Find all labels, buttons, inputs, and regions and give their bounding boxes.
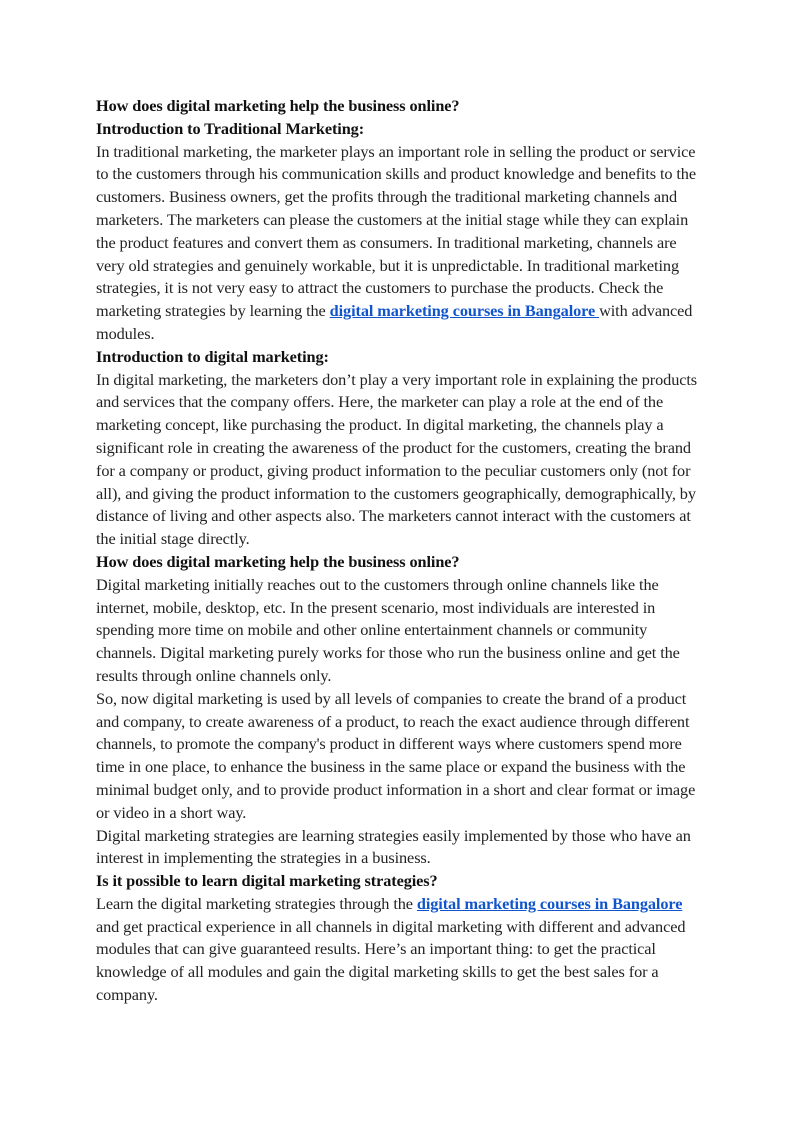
paragraph-text-tail: with advanced modules. [96, 301, 693, 343]
paragraph-text-tail: and get practical experience in all channels in digital marketing with different and advanced modules that can give guaranteed results. Here’s an important thing: to get the practical knowledge of all modules and gain the digital marketing skills to get the best sales for a company. [96, 916, 686, 1005]
paragraph-traditional-marketing [96, 141, 702, 346]
heading-intro-traditional-marketing: Introduction to Traditional Marketing: [96, 118, 365, 138]
paragraph-online-channels: Digital marketing initially reaches out to the customers through online channels like the internet, mobile, desktop, etc. In the present scenario, most individuals are interested in spending more time on mobile and other online entertainment channels or community channels. Digital marketing purely works for those who run the business online and get the results through online channels only. [96, 574, 680, 685]
paragraph-learn-strategies [96, 893, 702, 1007]
document-page [96, 95, 702, 1007]
digital-marketing-courses-link-2[interactable]: digital marketing courses in Bangalore [416, 893, 683, 913]
heading-possible-to-learn: Is it possible to learn digital marketing strategies? [96, 871, 438, 891]
paragraph-text: In traditional marketing, the marketer plays an important role in selling the product or service to the customers through his communication skills and product knowledge and benefits to the customers. Business owners, get the profits through the traditional marketing channels and marketers. The marketers can please the customers at the initial stage while they can explain the product features and convert them as consumers. In traditional marketing, channels are very old strategies and genuinely workable, but it is unpredictable. In traditional marketing strategies, it is not very easy to attract the customers to purchase the products. Check the marketing strategies by learning the [96, 141, 696, 321]
heading-intro-digital-marketing: Introduction to digital marketing: [96, 346, 329, 366]
heading-how-digital-marketing-helps-2: How does digital marketing help the business online? [96, 551, 460, 571]
paragraph-learning-strategies: Digital marketing strategies are learning strategies easily implemented by those who have an interest in implementing the strategies in a business. [96, 825, 691, 868]
paragraph-digital-marketing: In digital marketing, the marketers don’t play a very important role in explaining the products and services that the company offers. Here, the marketer can play a role at the end of the marketing concept, like purchasing the product. In digital marketing, the channels play a significant role in creating the awareness of the product for the customers, creating the brand for a company or product, giving product information to the peculiar customers only (not for all), and giving the product information to the customers geographically, demographically, by distance of living and other aspects also. The marketers cannot interact with the customers at the initial stage directly. [96, 369, 698, 549]
heading-how-digital-marketing-helps: How does digital marketing help the business online? [96, 96, 460, 115]
paragraph-text: Learn the digital marketing strategies through the [96, 893, 417, 913]
paragraph-all-levels-companies: So, now digital marketing is used by all levels of companies to create the brand of a product and company, to create awareness of a product, to reach the exact audience through different channels, to promote the company's product in different ways where customers spend more time in one place, to enhance the business in the same place or expand the business with the minimal budget only, and to provide product information in a short and clear format or image or video in a short way. [96, 688, 696, 822]
digital-marketing-courses-link[interactable]: digital marketing courses in Bangalore [329, 301, 600, 321]
